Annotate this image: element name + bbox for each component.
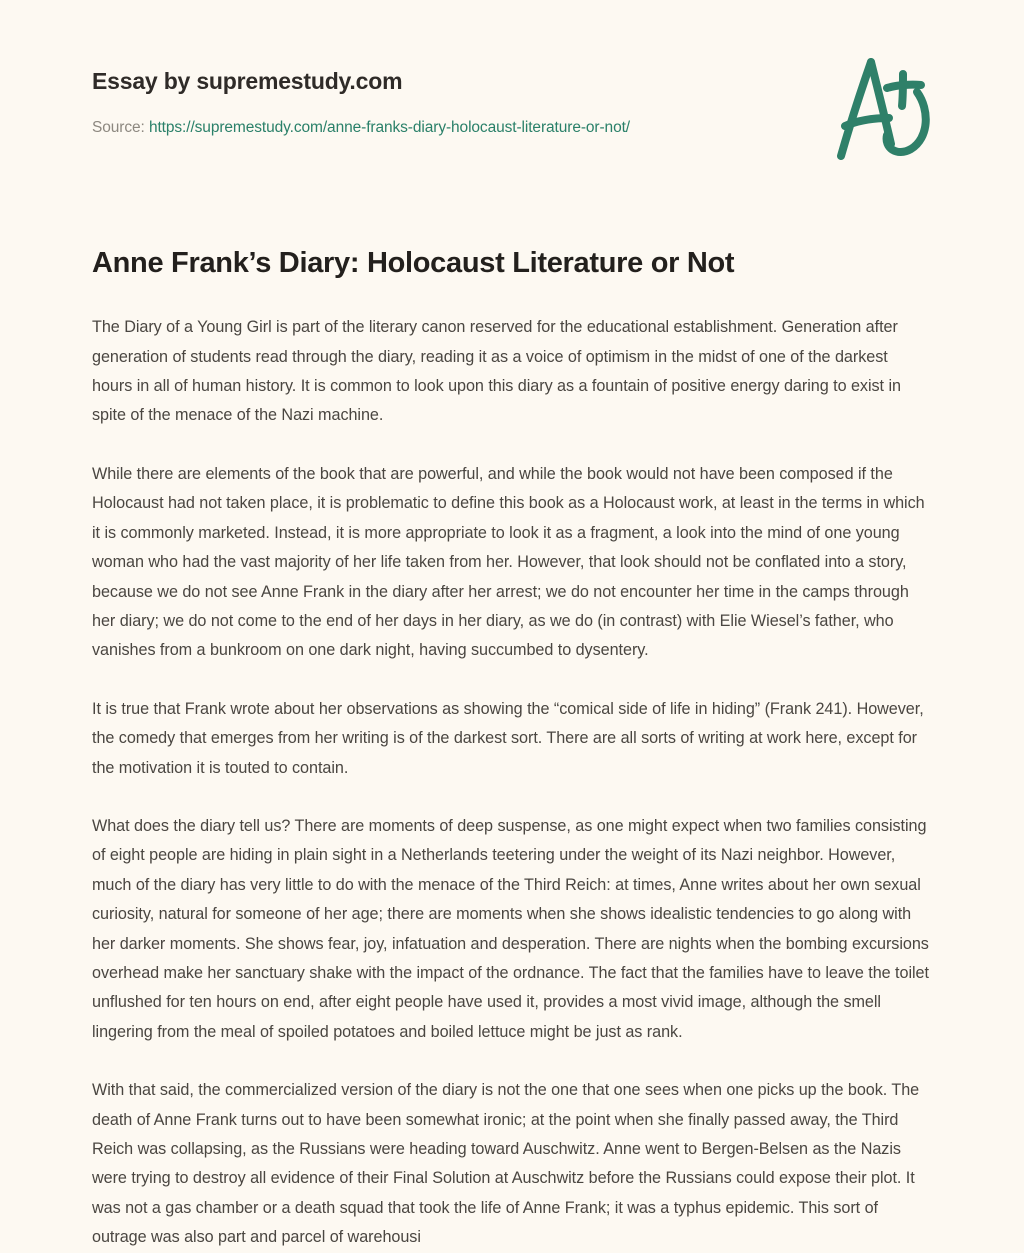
- page-header: [0, 0, 1024, 190]
- paragraph: What does the diary tell us? There are moments of deep suspense, as one might expect when two families consisting of eight people are hiding in plain sight in a Netherlands teetering under the weight of its Nazi neighbor. However, much of the diary has very little to do with the menace of the Third Reich: at times, Anne writes about her own sexual curiosity, natural for someone of her age; there are moments when she shows idealistic tendencies to go along with her darker moments. She shows fear, joy, infatuation and desperation. There are nights when the bombing excursions overhead make her sanctuary shake with the impact of the ordnance. The fact that the families have to leave the toilet unflushed for ten hours on end, after eight people have used it, provides a most vivid image, although the smell lingering from the meal of spoiled potatoes and boiled lettuce might be just as rank.: [92, 816, 929, 1041]
- paragraph: With that said, the commercialized version of the diary is not the one that one sees when one picks up the book. The death of Anne Frank turns out to have been somewhat ironic; at the point when she finally passed away, the Third Reich was collapsing, as the Russians were heading toward Auschwitz. Anne went to Bergen-Belsen as the Nazis were trying to destroy all evidence of their Final Solution at Auschwitz before the Russians could expose their plot. It was not a gas chamber or a death squad that took the life of Anne Frank; it was a typhus epidemic. This sort of outrage was also part and parcel of warehousi: [92, 1081, 920, 1247]
- source-url-link[interactable]: https://supremestudy.com/anne-franks-diary-holocaust-literature-or-not/: [148, 119, 631, 136]
- source-label: Source:: [92, 119, 145, 136]
- page-title: Anne Frank’s Diary: Holocaust Literature or Not: [92, 247, 735, 279]
- paragraph: It is true that Frank wrote about her observations as showing the “comical side of life in hiding” (Frank 241). However, the comedy that emerges from her writing is of the darkest sort. There are all sorts of writing at work here, except for the motivation it is touted to contain.: [92, 699, 924, 777]
- paragraph: While there are elements of the book that are powerful, and while the book would not have been composed if the Holocaust had not taken place, it is problematic to define this book as a Holocaust work, at least in the terms in which it is commonly marketed. Instead, it is more appropriate to look it as a fragment, a look into the mind of one young woman who had the vast majority of her life taken from her. However, that look should not be conflated into a story, because we do not see Anne Frank in the diary after her arrest; we do not encounter her time in the camps through her diary; we do not come to the end of her days in her diary, as we do (in contrast) with Elie Wiesel’s father, who vanishes from a bunkroom on one dark night, having succumbed to dysentery.: [92, 464, 925, 660]
- source-line: [92, 119, 630, 137]
- article: [92, 245, 932, 1253]
- paragraph: The Diary of a Young Girl is part of the literary canon reserved for the educational establishment. Generation after generation of students read through the diary, reading it as a voice of optimism in the midst of one of the darkest hours in all of human history. It is common to look upon this diary as a fountain of positive energy daring to exist in spite of the menace of the Nazi machine.: [92, 318, 901, 425]
- byline: Essay by supremestudy.com: [92, 68, 403, 94]
- article-body: [92, 313, 932, 1252]
- a-plus-logo-icon: [829, 52, 939, 170]
